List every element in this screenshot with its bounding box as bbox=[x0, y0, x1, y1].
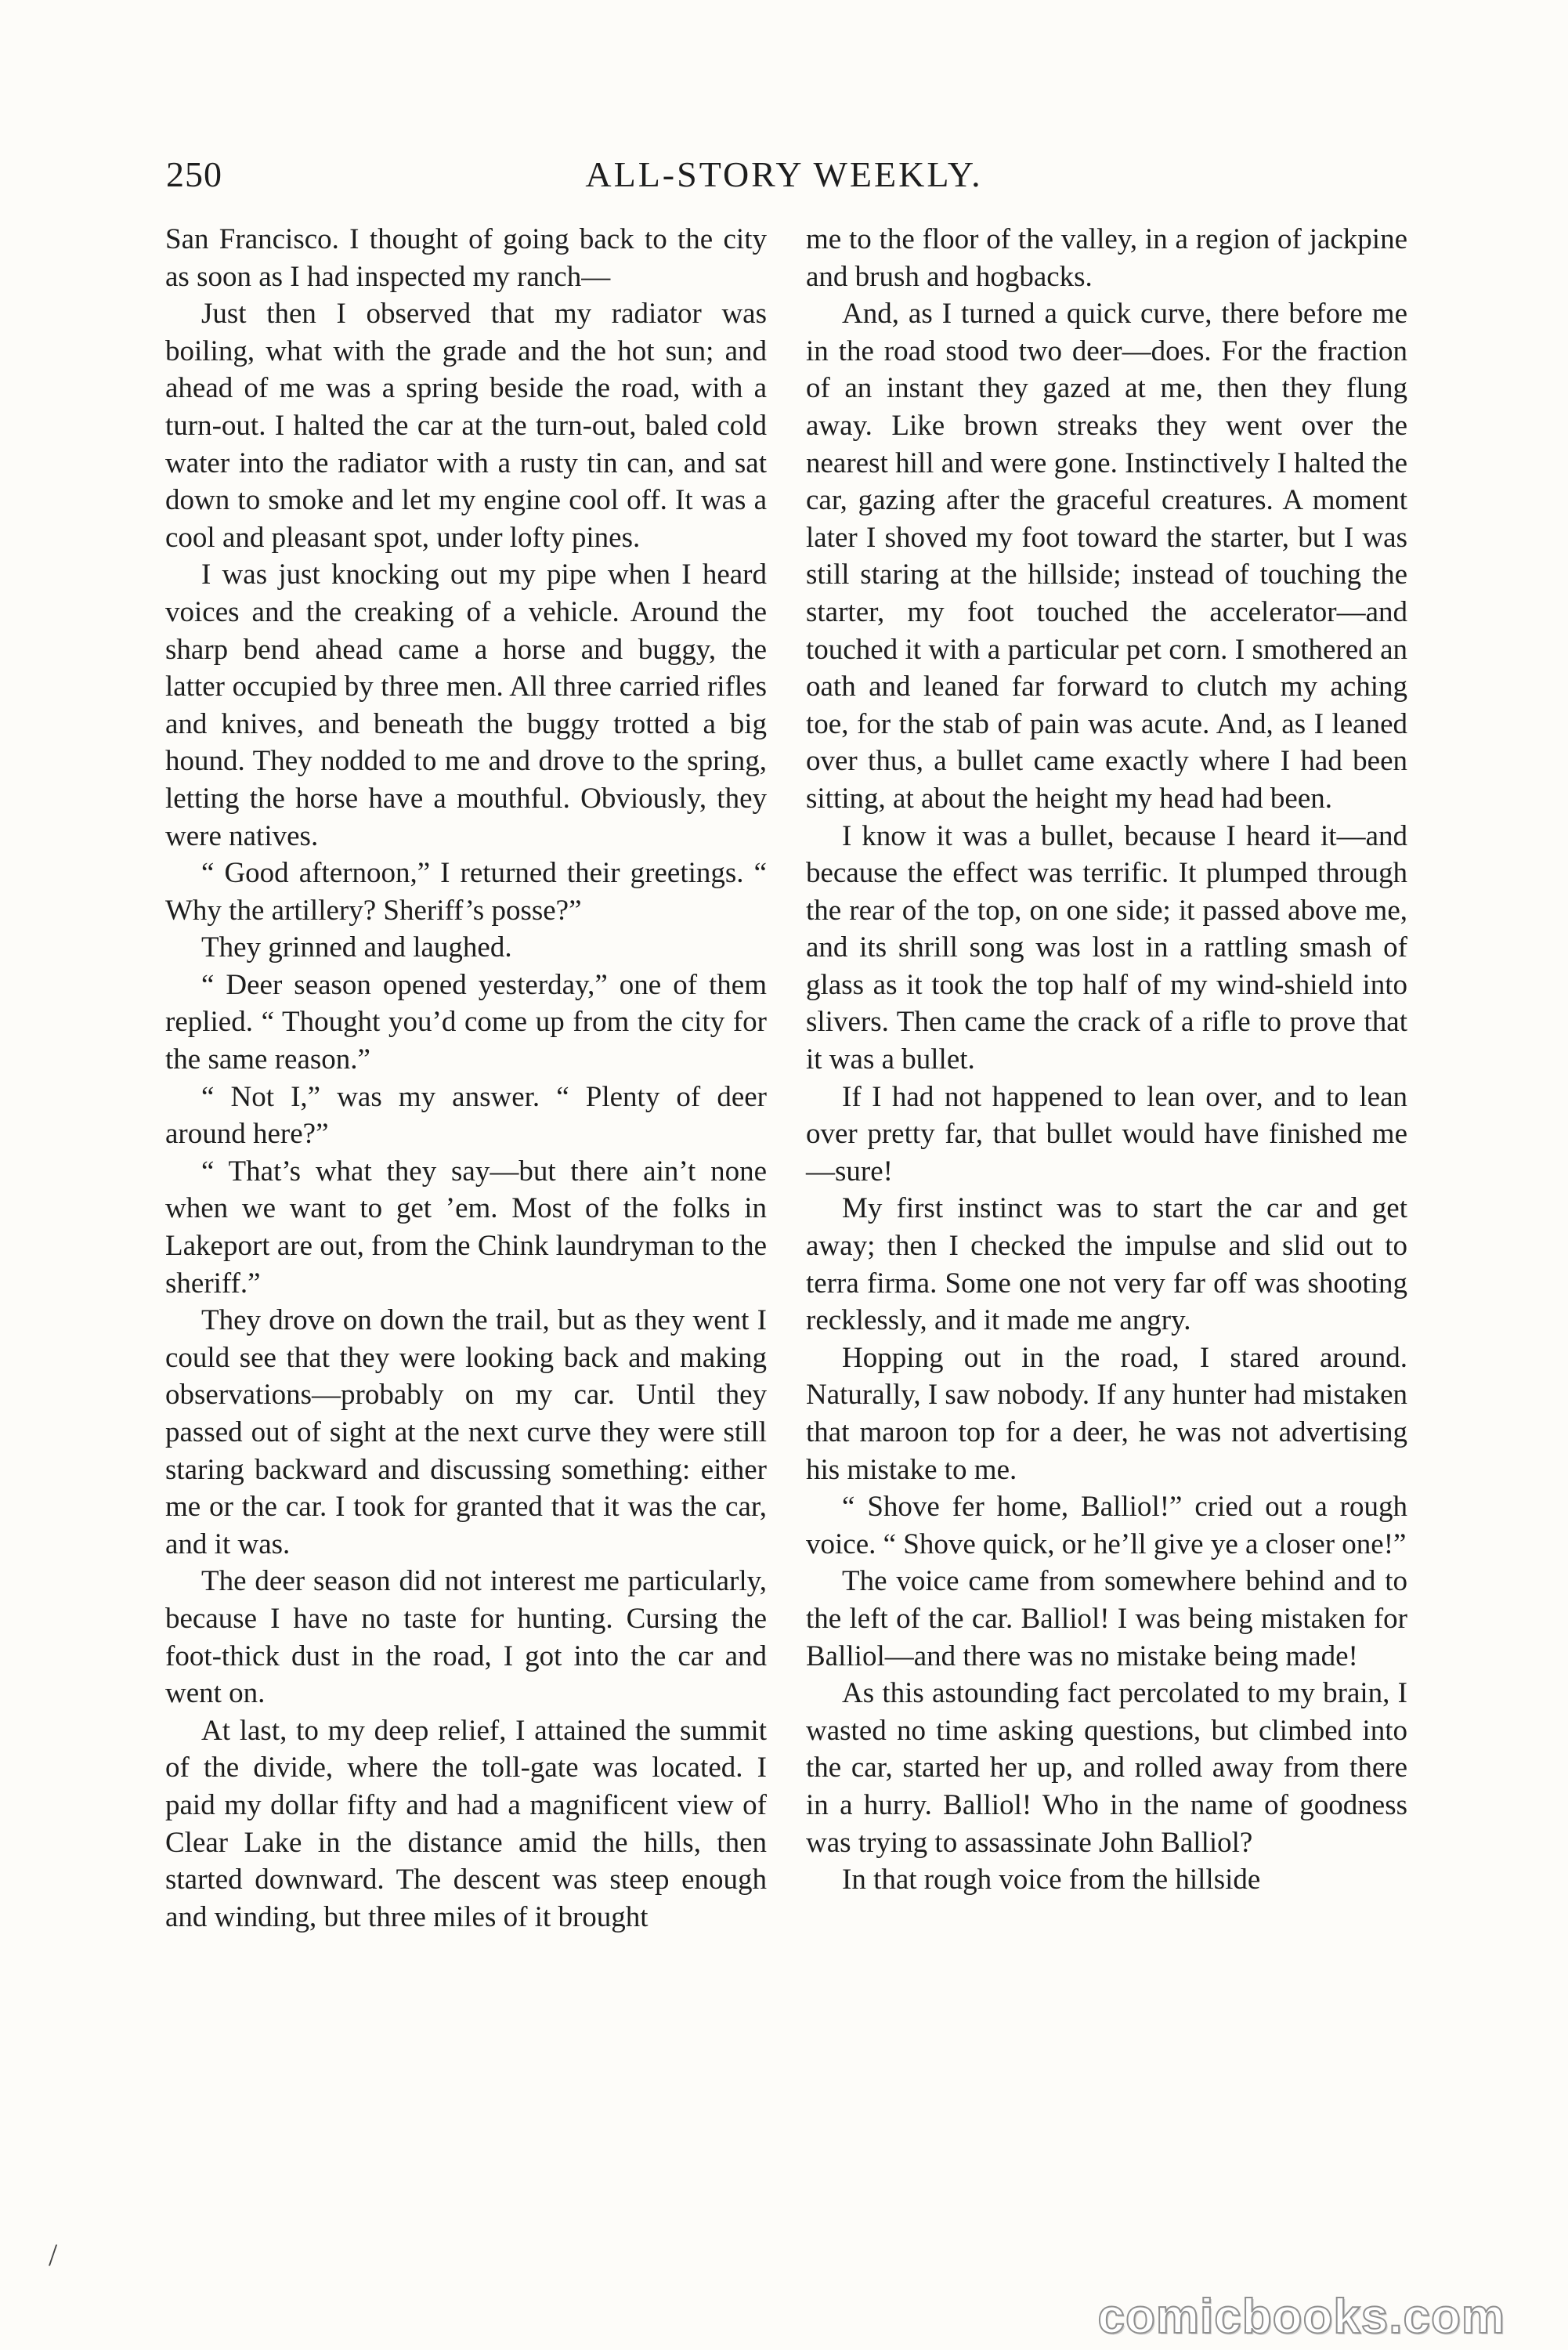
paragraph: The deer season did not interest me particularly, because I have no taste for hunting. Cursing the foot-thick dust in the road, I got into the car and went on. bbox=[165, 1565, 767, 1710]
paragraph: “ That’s what they say—but there ain’t none when we want to get ’em. Most of the folks in Lakeport are out, from the Chink laundryman to the sheriff.” bbox=[165, 1155, 767, 1300]
paragraph: Hopping out in the road, I stared around. Naturally, I saw nobody. If any hunter had mistaken that maroon top for a deer, he was not advertising his mistake to me. bbox=[806, 1341, 1407, 1486]
paragraph: At last, to my deep relief, I attained the summit of the divide, where the toll-gate was located. I paid my dollar fifty and had a magnificent view of Clear Lake in the distance amid the hills, then started downward. The descent was steep enough and winding, but three miles of it brought bbox=[165, 1714, 767, 1933]
paragraph: As this astounding fact percolated to my brain, I wasted no time asking questions, but climbed into the car, started her up, and rolled away from there in a hurry. Balliol! Who in the name of goodness was trying to assassinate John Balliol? bbox=[806, 1677, 1407, 1859]
paragraph: And, as I turned a quick curve, there before me in the road stood two deer—does. For the fraction of an instant they gazed at me, then they flung away. Like brown streaks they went over the nearest hill and were gone. Instinctively I halted the car, gazing after the graceful creatures. A moment later I shoved my foot toward the starter, but I was still staring at the hillside; instead of touching the starter, my foot touched the accelerator—and touched it with a particular pet corn. I smothered an oath and leaned far forward to clutch my aching toe, for the stab of pain was acute. And, as I leaned over thus, a bullet came exactly where I had been sitting, at about the height my head had been. bbox=[806, 298, 1407, 815]
paragraph: “ Good afternoon,” I returned their greetings. “ Why the artillery? Sheriff’s posse?” bbox=[165, 857, 767, 927]
right-column bbox=[806, 221, 1407, 1899]
paragraph: me to the floor of the valley, in a region of jackpine and brush and hogbacks. bbox=[806, 223, 1407, 293]
paragraph: “ Shove fer home, Balliol!” cried out a rough voice. “ Shove quick, or he’ll give ye a closer one!” bbox=[806, 1491, 1407, 1560]
paragraph: They grinned and laughed. bbox=[201, 931, 512, 964]
running-title: ALL-STORY WEEKLY. bbox=[585, 154, 983, 194]
paragraph: My first instinct was to start the car and get away; then I checked the impulse and slid out to terra firma. Some one not very far off was shooting recklessly, and it made me angry. bbox=[806, 1192, 1407, 1337]
paragraph: If I had not happened to lean over, and to lean over pretty far, that bullet would have finished me—sure! bbox=[806, 1080, 1407, 1188]
paragraph: I was just knocking out my pipe when I heard voices and the creaking of a vehicle. Around the sharp bend ahead came a horse and buggy, the latter occupied by three men. All three carried rifles and knives, and beneath the buggy trotted a big hound. They nodded to me and drove to the spring, letting the horse have a mouthful. Obviously, they were natives. bbox=[165, 559, 767, 852]
paragraph: They drove on down the trail, but as they went I could see that they were looking back and making observations—probably on my car. Until they passed out of sight at the next curve they were still staring backward and discussing something: either me or the car. I took for granted that it was the car, and it was. bbox=[165, 1304, 767, 1560]
page-number: 250 bbox=[166, 154, 222, 194]
watermark-logo: comicbooks.com bbox=[1097, 2290, 1505, 2344]
paragraph: In that rough voice from the hillside bbox=[842, 1864, 1261, 1896]
paragraph: “ Deer season opened yesterday,” one of them replied. “ Thought you’d come up from the city for the same reason.” bbox=[165, 968, 767, 1076]
paragraph: “ Not I,” was my answer. “ Plenty of deer around here?” bbox=[165, 1080, 767, 1151]
paragraph: San Francisco. I thought of going back to the city as soon as I had inspected my ranch— bbox=[165, 223, 767, 293]
scan-mark: / bbox=[49, 2237, 58, 2272]
paragraph: I know it was a bullet, because I heard it—and because the effect was terrific. It plumped through the rear of the top, on one side; it passed above me, and its shrill song was lost in a rattling smash of glass as it took the top half of my wind-shield into slivers. Then came the crack of a rifle to prove that it was a bullet. bbox=[806, 819, 1407, 1076]
paragraph: Just then I observed that my radiator was boiling, what with the grade and the hot sun; and ahead of me was a spring beside the road, with a turn-out. I halted the car at the turn-out, baled cold water into the radiator with a rusty tin can, and sat down to smoke and let my engine cool off. It was a cool and pleasant spot, under lofty pines. bbox=[165, 298, 767, 554]
left-column bbox=[165, 221, 767, 1936]
paragraph: The voice came from somewhere behind and to the left of the car. Balliol! I was being mistaken for Balliol—and there was no mistake being made! bbox=[806, 1565, 1407, 1672]
